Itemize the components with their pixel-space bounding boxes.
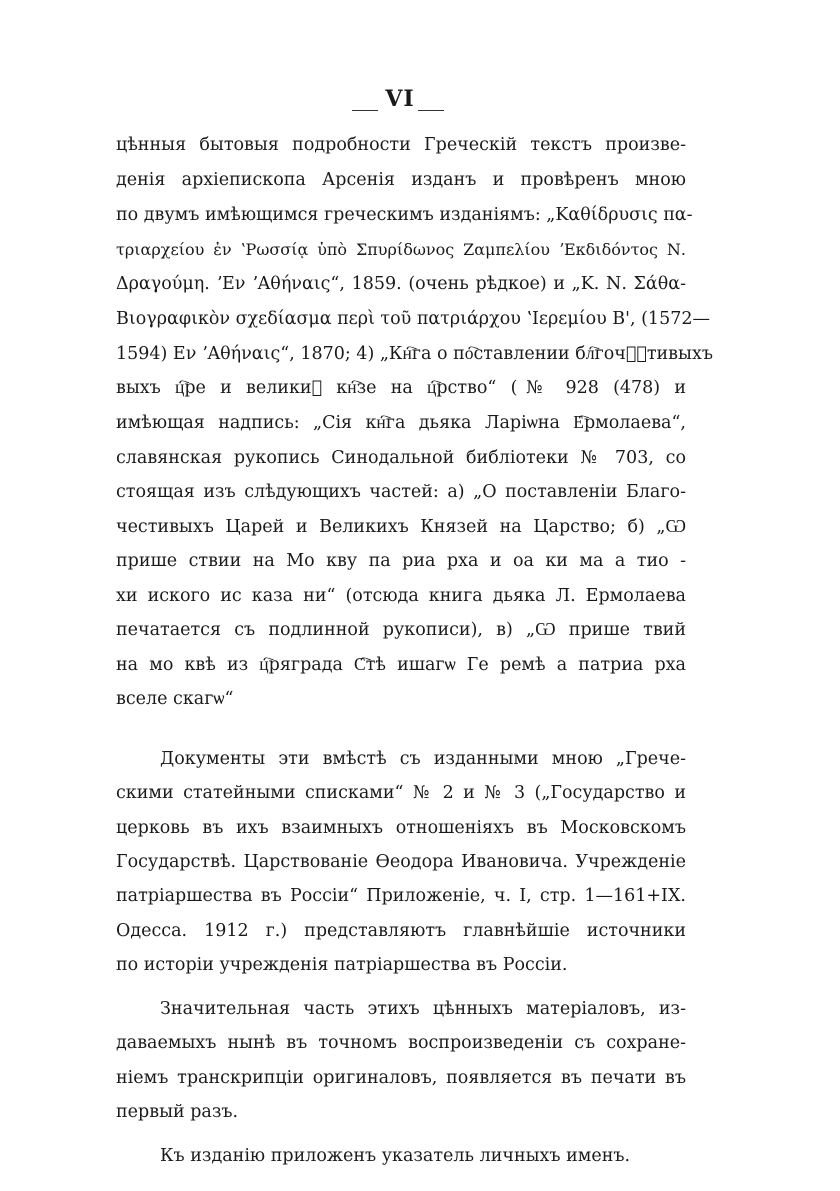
header-rule-left (352, 110, 378, 111)
text-line: 1594) Εν ʼΑθήναις“, 1870; 4) „Кн҇га о по҇ставлении бл҇гочⷭ҇тивыхъ (116, 344, 713, 364)
text-line: ніемъ транскрипціи оригиналовъ, появляется въ печати въ (116, 1068, 686, 1088)
text-line: цѣнныя бытовыя подробности Греческій текстъ произве- (116, 135, 686, 155)
text-line: даваемыхъ нынѣ въ точномъ воспроизведеніи съ сохране- (116, 1033, 686, 1053)
text-line: Значительная часть этихъ цѣнныхъ матеріаловъ, из- (160, 999, 686, 1019)
text-line: Документы эти вмѣстѣ съ изданными мною „Грече- (160, 749, 686, 769)
text-line: Государствѣ. Царствованіе Ѳеодора Ивановича. Учрежденіе (116, 852, 686, 872)
text-line: на мо квѣ из ц҇ряграда С҇тѣ ишагѡ Ге ремѣ а патриа рха (116, 655, 686, 675)
page-number: VI (385, 86, 415, 112)
text-line: по двумъ имѣющимся греческимъ изданіямъ: „Καθίδρυσις πα- (116, 205, 693, 225)
text-line: выхъ ц҇ре и великиⷯ кн҇зе на ц҇рство“ (№ 928 (478) и (116, 378, 686, 398)
text-line: славянская рукопись Синодальной библіотеки № 703, со (116, 448, 686, 468)
text-line: честивыхъ Царей и Великихъ Князей на Царство; б) „Ѡ (116, 517, 686, 537)
text-line: τριαρχείου ἐν ʽΡωσσίᾳ ὑπὸ Σπυρίδωνος Ζαμπελίου ʼΕκδιδόντος Ν. (116, 240, 686, 259)
text-line: денія архіепископа Арсенія изданъ и провѣренъ мною (116, 170, 686, 190)
text-line: Δραγούμη. ʼΕν ʼΑθήναις“, 1859. (очень рѣдкое) и „Κ. Ν. Σάθα- (116, 274, 686, 294)
text-line: Одесса. 1912 г.) представляютъ главнѣйшіе источники (116, 921, 686, 941)
text-line: прише ствии на Мо кву па риа рха и оа ки ма а тио - (116, 551, 686, 571)
text-line: печатается съ подлинной рукописи), в) „Ѡ прише твий (116, 620, 686, 640)
text-line: имѣющая надпись: „Сія кн҇га дьяка Ларіѡна Е҇рмолаева“, (116, 413, 686, 433)
text-line: Βιογραφικὸν σχεδίασμα περὶ τοῦ πατριάρχου ʽΙερεμίου Β', (1572— (116, 309, 710, 329)
text-line: стоящая изъ слѣдующихъ частей: а) „О поставленіи Благо- (116, 482, 686, 502)
text-line: первый разъ. (116, 1102, 239, 1122)
text-line: Къ изданію приложенъ указатель личныхъ именъ. (160, 1146, 631, 1166)
header-rule-right (418, 110, 444, 111)
text-line: хи иского ис каза ни“ (отсюда книга дьяка Л. Ермолаева (116, 586, 686, 606)
text-line: скими статейными списками“ № 2 и № 3 („Государство и (116, 783, 686, 803)
text-line: по исторіи учрежденія патріаршества въ Россіи. (116, 955, 568, 975)
text-line: патріаршества въ Россіи“ Приложеніе, ч. I, стр. 1—161+IX. (116, 886, 686, 906)
text-line: вселе скагѡ“ (116, 689, 234, 709)
text-line: церковь въ ихъ взаимныхъ отношеніяхъ въ Московскомъ (116, 818, 686, 838)
